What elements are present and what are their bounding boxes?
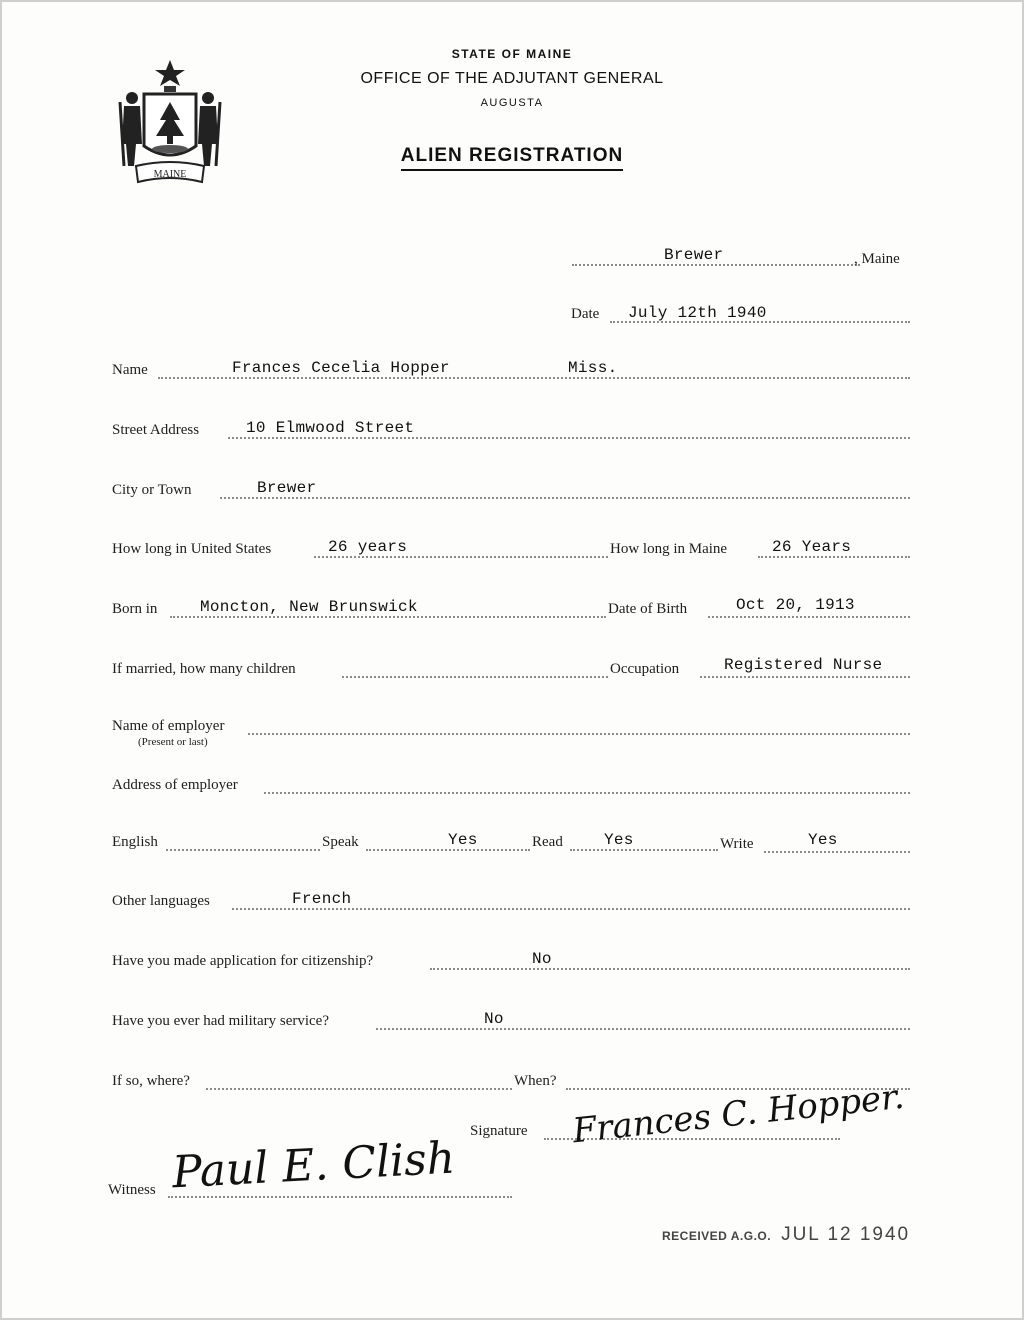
form-title — [342, 145, 682, 167]
state-heading: STATE OF MAINE — [451, 47, 573, 61]
born-in-label: Born in — [112, 601, 158, 617]
speak-line — [366, 849, 530, 851]
citizenship-value[interactable]: No — [532, 950, 552, 968]
english-line — [166, 849, 320, 851]
us-duration-label: How long in United States — [112, 541, 272, 557]
employer-sublabel: (Present or last) — [138, 736, 208, 748]
other-languages-value[interactable]: French — [292, 890, 352, 908]
read-label: Read — [532, 834, 563, 850]
us-duration-value[interactable]: 26 years — [328, 538, 408, 556]
maine-duration-value[interactable]: 26 Years — [772, 538, 852, 556]
date-label: Date — [571, 306, 600, 322]
street-label: Street Address — [112, 422, 200, 438]
occupation-line — [700, 676, 910, 678]
children-line — [342, 676, 608, 678]
occupation-label: Occupation — [610, 661, 680, 677]
witness-value[interactable]: Paul E. Clish — [170, 1132, 457, 1199]
name-line — [158, 377, 910, 379]
speak-label: Speak — [322, 834, 359, 850]
witness-line — [168, 1196, 512, 1198]
born-in-value[interactable]: Moncton, New Brunswick — [200, 598, 418, 616]
witness-label: Witness — [108, 1182, 156, 1198]
employer-address-label: Address of employer — [112, 777, 238, 793]
maine-duration-label: How long in Maine — [610, 541, 728, 557]
seal-banner-text: MAINE — [153, 169, 187, 180]
street-value[interactable]: 10 Elmwood Street — [246, 419, 415, 437]
children-label: If married, how many children — [112, 661, 296, 677]
stamp-date: JUL 12 1940 — [781, 1224, 911, 1245]
stamp-prefix: RECEIVED A.G.O. — [662, 1229, 772, 1243]
employer-line — [248, 733, 910, 735]
maine-duration-line — [758, 556, 910, 558]
street-line — [228, 437, 910, 439]
other-languages-line — [232, 908, 910, 910]
speak-value[interactable]: Yes — [448, 831, 478, 849]
office-heading: OFFICE OF THE ADJUTANT GENERAL — [360, 70, 664, 87]
write-line — [764, 851, 910, 853]
read-line — [570, 849, 718, 851]
place-suffix: , Maine — [854, 251, 900, 267]
received-stamp — [662, 1224, 910, 1246]
citizenship-line — [430, 968, 910, 970]
write-label: Write — [720, 836, 754, 852]
dob-line — [708, 616, 910, 618]
signature-label: Signature — [470, 1123, 528, 1139]
where-label: If so, where? — [112, 1073, 190, 1089]
dob-label: Date of Birth — [608, 601, 688, 617]
place-value[interactable]: Brewer — [664, 246, 724, 264]
date-value[interactable]: July 12th 1940 — [628, 304, 767, 322]
city-town-label: City or Town — [112, 482, 192, 498]
english-label: English — [112, 834, 158, 850]
where-line — [206, 1088, 512, 1090]
military-value[interactable]: No — [484, 1010, 504, 1028]
write-value[interactable]: Yes — [808, 831, 838, 849]
city-heading: AUGUSTA — [480, 97, 544, 109]
city-town-line — [220, 497, 910, 499]
employer-address-line — [264, 792, 910, 794]
place-line — [572, 264, 860, 266]
us-duration-line — [314, 556, 608, 558]
dob-value[interactable]: Oct 20, 1913 — [736, 596, 855, 614]
occupation-value[interactable]: Registered Nurse — [724, 656, 883, 674]
read-value[interactable]: Yes — [604, 831, 634, 849]
name-title-value[interactable]: Miss. — [568, 359, 618, 377]
military-label: Have you ever had military service? — [112, 1013, 329, 1029]
name-label: Name — [112, 362, 148, 378]
when-label: When? — [514, 1073, 557, 1089]
military-line — [376, 1028, 910, 1030]
name-value[interactable]: Frances Cecelia Hopper — [232, 359, 450, 377]
city-town-value[interactable]: Brewer — [257, 479, 317, 497]
signature-value[interactable]: Frances C. Hopper. — [570, 1076, 907, 1152]
citizenship-label: Have you made application for citizenship? — [112, 953, 374, 969]
form-title-text: ALIEN REGISTRATION — [401, 145, 623, 171]
born-in-line — [170, 616, 606, 618]
maine-seal-icon — [114, 54, 226, 190]
other-languages-label: Other languages — [112, 893, 210, 909]
employer-label: Name of employer — [112, 718, 225, 734]
